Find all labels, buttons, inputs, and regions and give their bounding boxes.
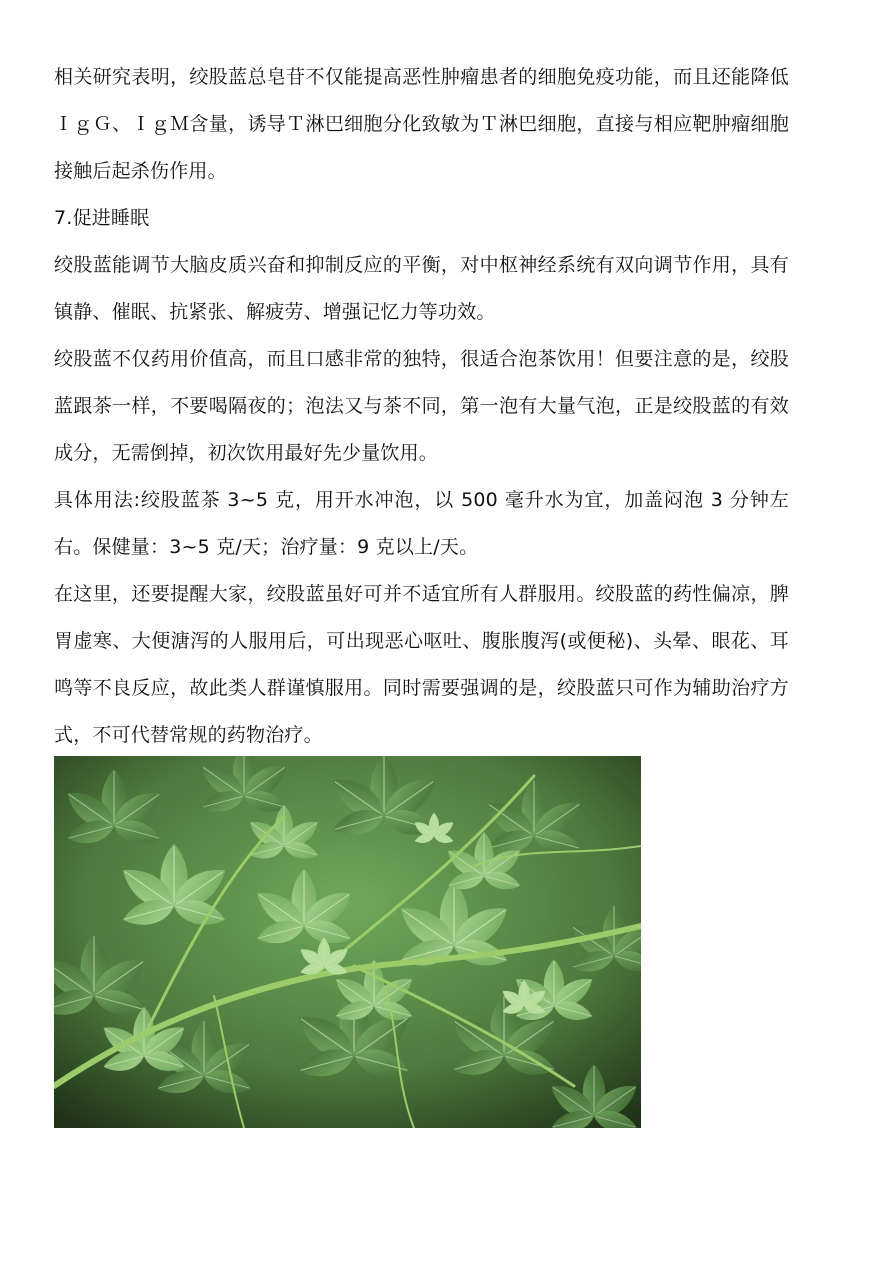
paragraph-usage-dosage: 具体用法:绞股蓝茶 3~5 克，用开水冲泡，以 500 毫升水为宜，加盖闷泡 3 分钟左右。保健量：3~5 克/天；治疗量：9 克以上/天。 (54, 489, 789, 558)
jiaogulan-plant-photo (54, 756, 641, 1128)
paragraph-immune-research: 相关研究表明，绞股蓝总皂苷不仅能提高恶性肿瘤患者的细胞免疫功能，而且还能降低ＩｇＧ、ＩｇＭ含量，诱导Ｔ淋巴细胞分化致敏为Ｔ淋巴细胞，直接与相应靶肿瘤细胞接触后起杀伤作用。 (54, 66, 789, 182)
paragraph-precautions: 在这里，还要提醒大家，绞股蓝虽好可并不适宜所有人群服用。绞股蓝的药性偏凉，脾胃虚寒、大便溏泻的人服用后，可出现恶心呕吐、腹胀腹泻(或便秘)、头晕、眼花、耳鸣等不良反应，故此类人群谨慎服用。同时需要强调的是，绞股蓝只可作为辅助治疗方式，不可代替常规的药物治疗。 (54, 583, 789, 746)
section-heading-sleep: 7.促进睡眠 (54, 207, 150, 229)
paragraph-sleep-effect: 绞股蓝能调节大脑皮质兴奋和抑制反应的平衡，对中枢神经系统有双向调节作用，具有镇静、催眠、抗紧张、解疲劳、增强记忆力等功效。 (54, 254, 789, 323)
article-body (54, 54, 789, 759)
paragraph-tea-taste: 绞股蓝不仅药用价值高，而且口感非常的独特，很适合泡茶饮用！但要注意的是，绞股蓝跟茶一样，不要喝隔夜的；泡法又与茶不同，第一泡有大量气泡，正是绞股蓝的有效成分，无需倒掉，初次饮用最好先少量饮用。 (54, 348, 789, 464)
plant-illustration (54, 756, 641, 1128)
